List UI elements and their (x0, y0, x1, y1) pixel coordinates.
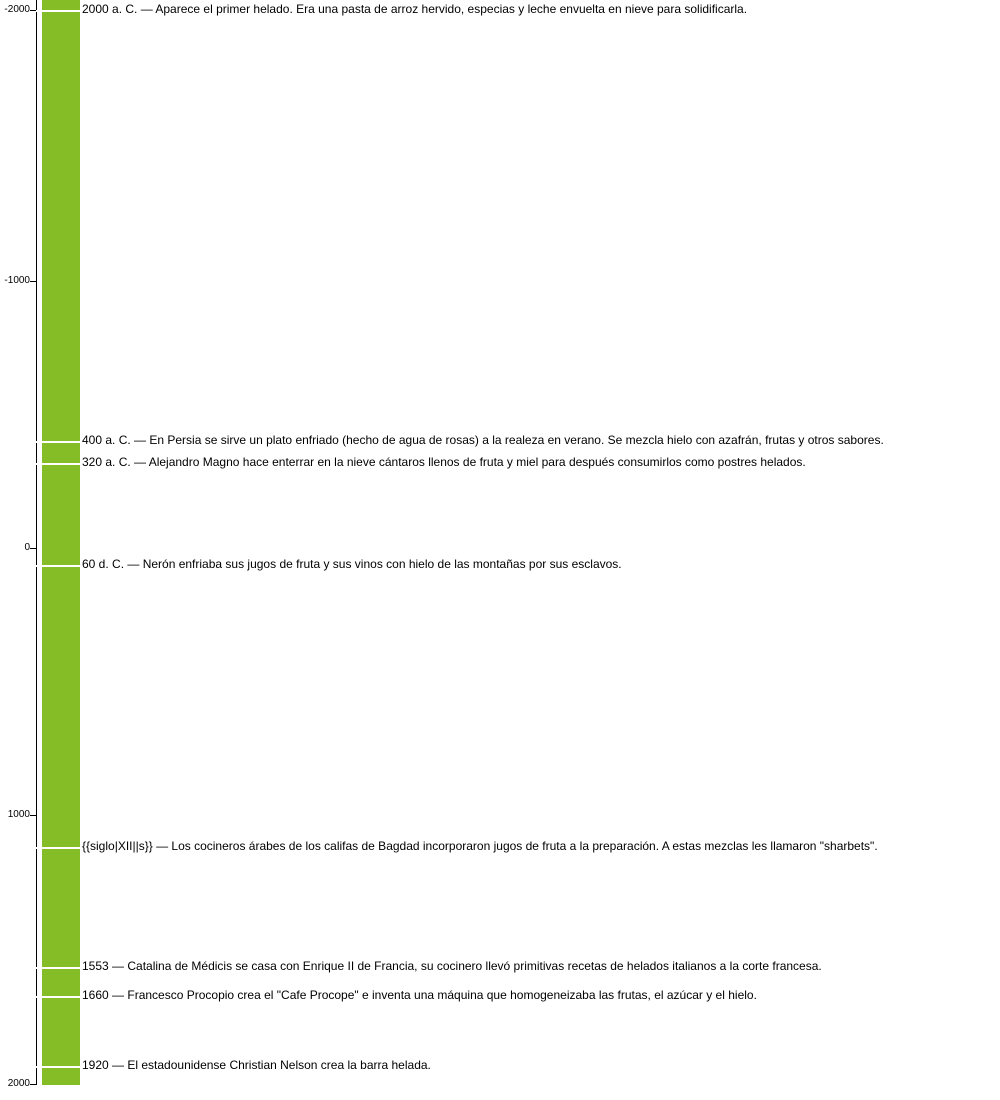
event-label: 400 a. C. — En Persia se sirve un plato enfriado (hecho de agua de rosas) a la realeza en verano. Se mezcla hielo con azafrán, frutas y otros sabores. (82, 433, 884, 447)
event-connector (36, 1066, 82, 1068)
timeline-period-band (42, 0, 80, 1085)
timeline-axis-line (36, 0, 37, 1085)
axis-tick-label: -2000 (4, 4, 30, 15)
axis-tick-label: 2000 (7, 1078, 30, 1089)
axis-tick (30, 281, 37, 282)
event-connector (36, 996, 82, 998)
axis-tick (30, 1084, 37, 1085)
axis-tick-label: -1000 (4, 275, 30, 286)
event-label: 1553 — Catalina de Médicis se casa con Enrique II de Francia, su cocinero llevó primitivas recetas de helados italianos a la corte francesa. (82, 959, 822, 973)
event-label: 320 a. C. — Alejandro Magno hace enterrar en la nieve cántaros llenos de fruta y miel para después consumirlos como postres helados. (82, 455, 806, 469)
axis-tick-label: 0 (24, 542, 30, 553)
event-label: {{siglo|XII||s}} — Los cocineros árabes de los califas de Bagdad incorporaron jugos de fruta a la preparación. A estas mezclas les llamaron "sharbets". (82, 839, 878, 853)
axis-tick (30, 548, 37, 549)
event-label: 60 d. C. — Nerón enfriaba sus jugos de fruta y sus vinos con hielo de las montañas por sus esclavos. (82, 557, 622, 571)
event-connector (36, 847, 82, 849)
event-connector (36, 441, 82, 443)
event-connector (36, 565, 82, 567)
event-label: 2000 a. C. — Aparece el primer helado. Era una pasta de arroz hervido, especias y leche envuelta en nieve para solidificarla. (82, 2, 748, 16)
event-connector (36, 463, 82, 465)
event-label: 1920 — El estadounidense Christian Nelson crea la barra helada. (82, 1058, 431, 1072)
event-connector (36, 10, 82, 12)
event-label: 1660 — Francesco Procopio crea el "Cafe Procope" e inventa una máquina que homogeneizaba las frutas, el azúcar y el hielo. (82, 988, 757, 1002)
axis-tick (30, 815, 37, 816)
axis-tick-label: 1000 (7, 809, 30, 820)
event-connector (36, 967, 82, 969)
